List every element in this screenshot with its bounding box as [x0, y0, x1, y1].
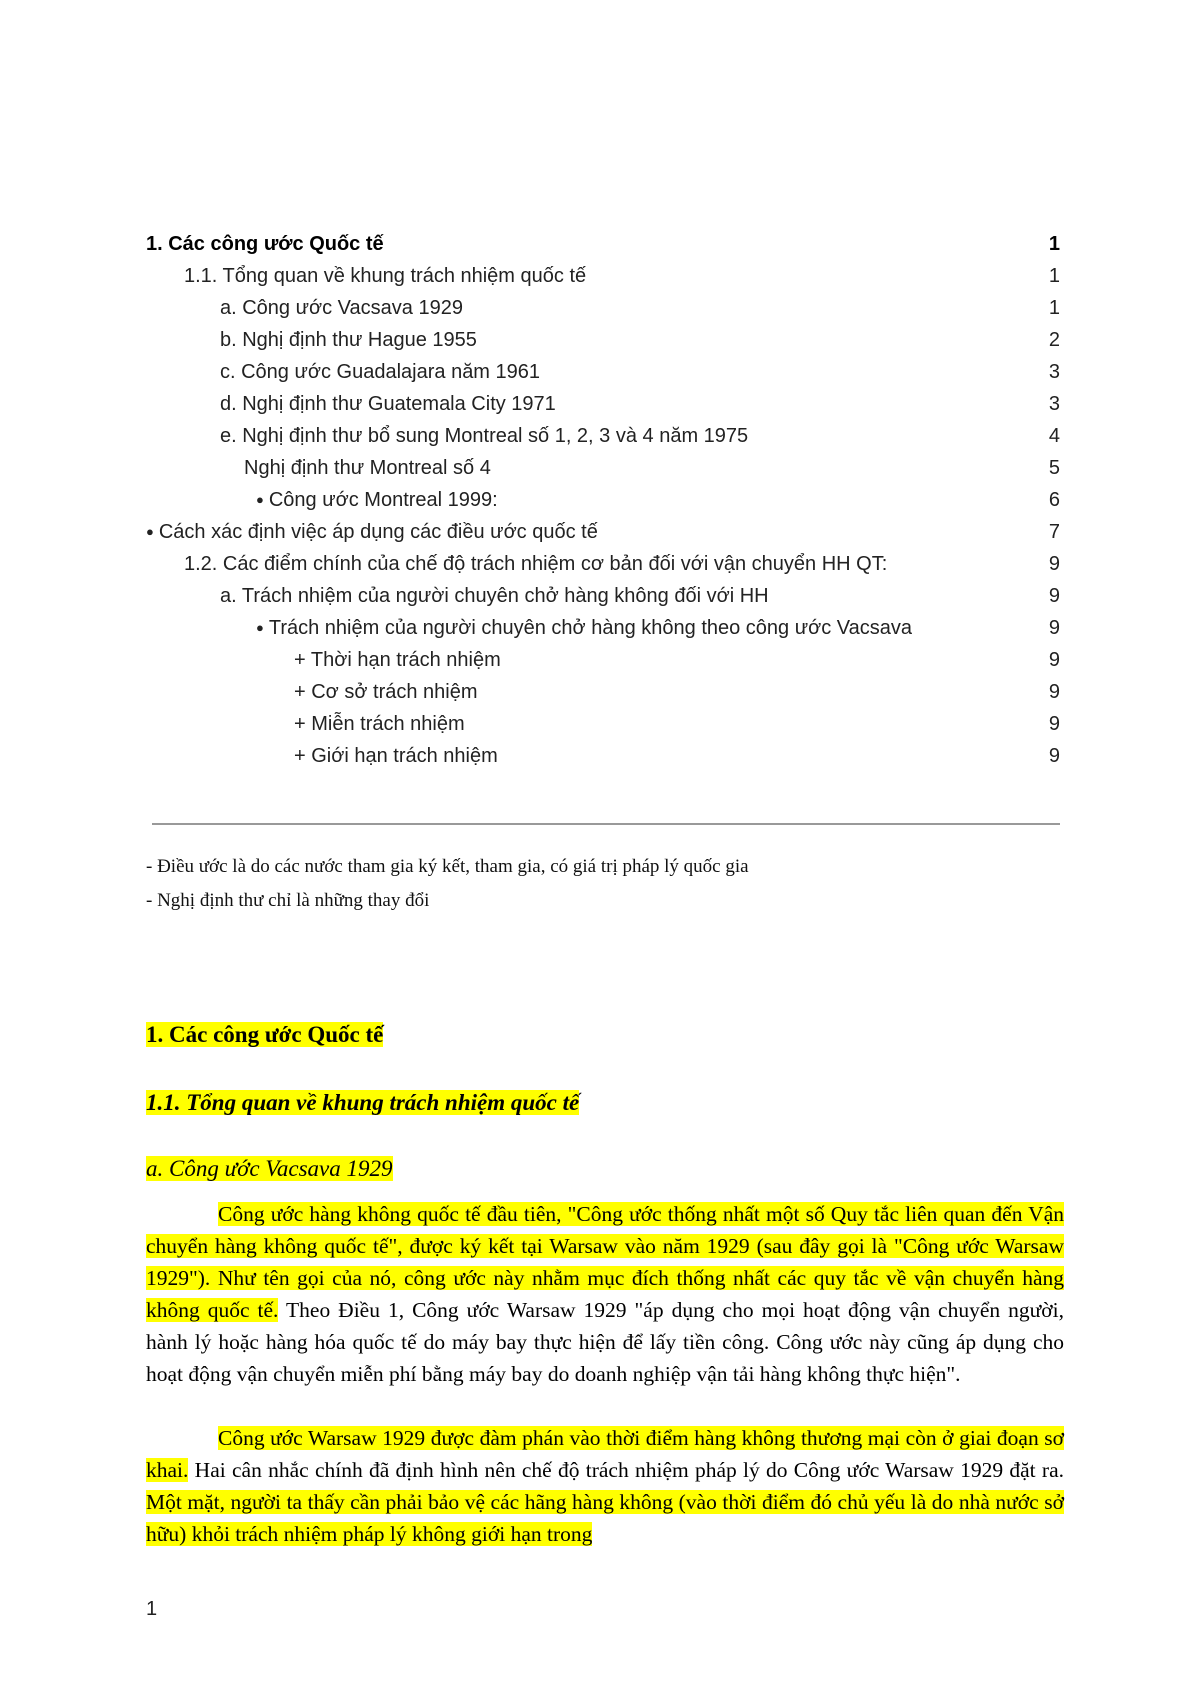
toc-entry[interactable] — [146, 516, 1066, 548]
notes-block — [146, 850, 749, 918]
toc-entry-page: 1 — [1048, 297, 1060, 319]
toc-entry-page: 7 — [1048, 521, 1060, 543]
toc-entry-text: a. Công ước Vacsava 1929 — [220, 297, 463, 319]
toc-entry[interactable] — [146, 324, 1066, 356]
toc-entry[interactable] — [146, 644, 1066, 676]
toc-entry-page: 2 — [1048, 329, 1060, 351]
toc-entry-page: 9 — [1048, 681, 1060, 703]
toc-entry[interactable] — [146, 676, 1066, 708]
toc-entry-page: 4 — [1048, 425, 1060, 447]
paragraph — [146, 1198, 1064, 1390]
toc-entry[interactable] — [146, 708, 1066, 740]
toc-entry-text: + Thời hạn trách nhiệm — [294, 649, 501, 671]
toc-entry[interactable] — [146, 292, 1066, 324]
toc-entry[interactable] — [146, 740, 1066, 772]
toc-entry-page: 9 — [1048, 649, 1060, 671]
toc-entry-text: b. Nghị định thư Hague 1955 — [220, 329, 477, 351]
toc-entry-page: 9 — [1048, 553, 1060, 575]
toc-entry[interactable] — [146, 548, 1066, 580]
toc-entry-page: 1 — [1048, 265, 1060, 287]
highlighted-text: Một mặt, người ta thấy cần phải bảo vệ các hãng hàng không (vào thời điểm đó chủ yếu là do nhà nước sở hữu) khỏi trách nhiệm pháp lý không giới hạn trong — [146, 1490, 1064, 1546]
toc-entry[interactable] — [146, 388, 1066, 420]
highlighted-text: Công ước hàng không quốc tế đầu tiên, "Công ước thống nhất một số Quy tắc liên quan đến Vận chuyển hàng không quốc tế", được ký kết tại Warsaw vào năm 1929 (sau đây gọi là "Công ước Warsaw 1929"). Như tên gọi của nó, công ước này nhằm mục đích thống nhất các quy tắc về vận chuyển hàng không quốc tế. — [146, 1202, 1064, 1322]
toc-entry-page: 5 — [1048, 457, 1060, 479]
toc-entry-text: a. Trách nhiệm của người chuyên chở hàng không đối với HH — [220, 585, 769, 607]
highlighted-text: a. Công ước Vacsava 1929 — [146, 1156, 393, 1181]
toc-entry-text: Nghị định thư Montreal số 4 — [244, 457, 491, 479]
toc-entry-text: ● Cách xác định việc áp dụng các điều ước quốc tế — [146, 516, 598, 550]
toc-entry[interactable] — [146, 356, 1066, 388]
paragraph-text: Hai cân nhắc chính đã định hình nên chế độ trách nhiệm pháp lý do Công ước Warsaw 1929 đặt ra. — [188, 1458, 1064, 1482]
toc-entry-page: 9 — [1048, 585, 1060, 607]
toc-entry-text: ● Công ước Montreal 1999: — [256, 484, 498, 518]
toc-entry[interactable] — [146, 484, 1066, 516]
section-heading — [146, 1018, 383, 1052]
toc-entry-page: 3 — [1048, 361, 1060, 383]
toc-entry-text: c. Công ước Guadalajara năm 1961 — [220, 361, 541, 383]
toc-entry-text: 1.2. Các điểm chính của chế độ trách nhiệm cơ bản đối với vận chuyển HH QT: — [184, 553, 888, 575]
note-line: - Nghị định thư chỉ là những thay đổi — [146, 890, 430, 911]
note-line: - Điều ước là do các nước tham gia ký kết, tham gia, có giá trị pháp lý quốc gia — [146, 856, 749, 877]
paragraph — [146, 1422, 1064, 1550]
toc-entry-text: + Miễn trách nhiệm — [294, 713, 465, 735]
toc-entry-page: 9 — [1048, 745, 1060, 767]
page-number: 1 — [146, 1598, 158, 1620]
toc-entry[interactable] — [146, 612, 1066, 644]
toc-entry-page: 3 — [1048, 393, 1060, 415]
toc-entry-text: 1.1. Tổng quan về khung trách nhiệm quốc tế — [184, 265, 587, 287]
toc-entry[interactable] — [146, 420, 1066, 452]
toc-entry-text: + Cơ sở trách nhiệm — [294, 681, 478, 703]
highlighted-text: 1. Các công ước Quốc tế — [146, 1022, 384, 1047]
highlighted-text: 1.1. Tổng quan về khung trách nhiệm quốc tế — [146, 1090, 580, 1115]
toc-entry-page: 9 — [1048, 713, 1060, 735]
toc-entry-page: 1 — [1048, 233, 1060, 255]
paragraph-text: Theo Điều 1, Công ước Warsaw 1929 "áp dụng cho mọi hoạt động vận chuyển người, hành lý hoặc hàng hóa quốc tế do máy bay thực hiện để lấy tiền công. Công ước này cũng áp dụng cho hoạt động vận chuyển miễn phí bằng máy bay do doanh nghiệp vận tải hàng không thực hiện". — [146, 1298, 1064, 1386]
toc-entry[interactable] — [146, 228, 1066, 260]
toc-entry-text: d. Nghị định thư Guatemala City 1971 — [220, 393, 556, 415]
toc-entry-text: 1. Các công ước Quốc tế — [146, 233, 384, 255]
subsubsection-heading — [146, 1152, 393, 1186]
toc-entry[interactable] — [146, 260, 1066, 292]
toc-entry-page: 9 — [1048, 617, 1060, 639]
toc-entry[interactable] — [146, 580, 1066, 612]
section-divider — [152, 823, 1060, 825]
toc-entry-text: e. Nghị định thư bổ sung Montreal số 1, 2, 3 và 4 năm 1975 — [220, 425, 749, 447]
toc-entry[interactable] — [146, 452, 1066, 484]
toc-entry-text: + Giới hạn trách nhiệm — [294, 745, 498, 767]
subsection-heading — [146, 1086, 579, 1120]
toc-entry-text: ● Trách nhiệm của người chuyên chở hàng không theo công ước Vacsava — [256, 612, 912, 646]
toc-entry-page: 6 — [1048, 489, 1060, 511]
highlighted-text: Công ước Warsaw 1929 được đàm phán vào thời điểm hàng không thương mại còn ở giai đoạn sơ khai. — [146, 1426, 1064, 1482]
table-of-contents — [146, 228, 1066, 772]
